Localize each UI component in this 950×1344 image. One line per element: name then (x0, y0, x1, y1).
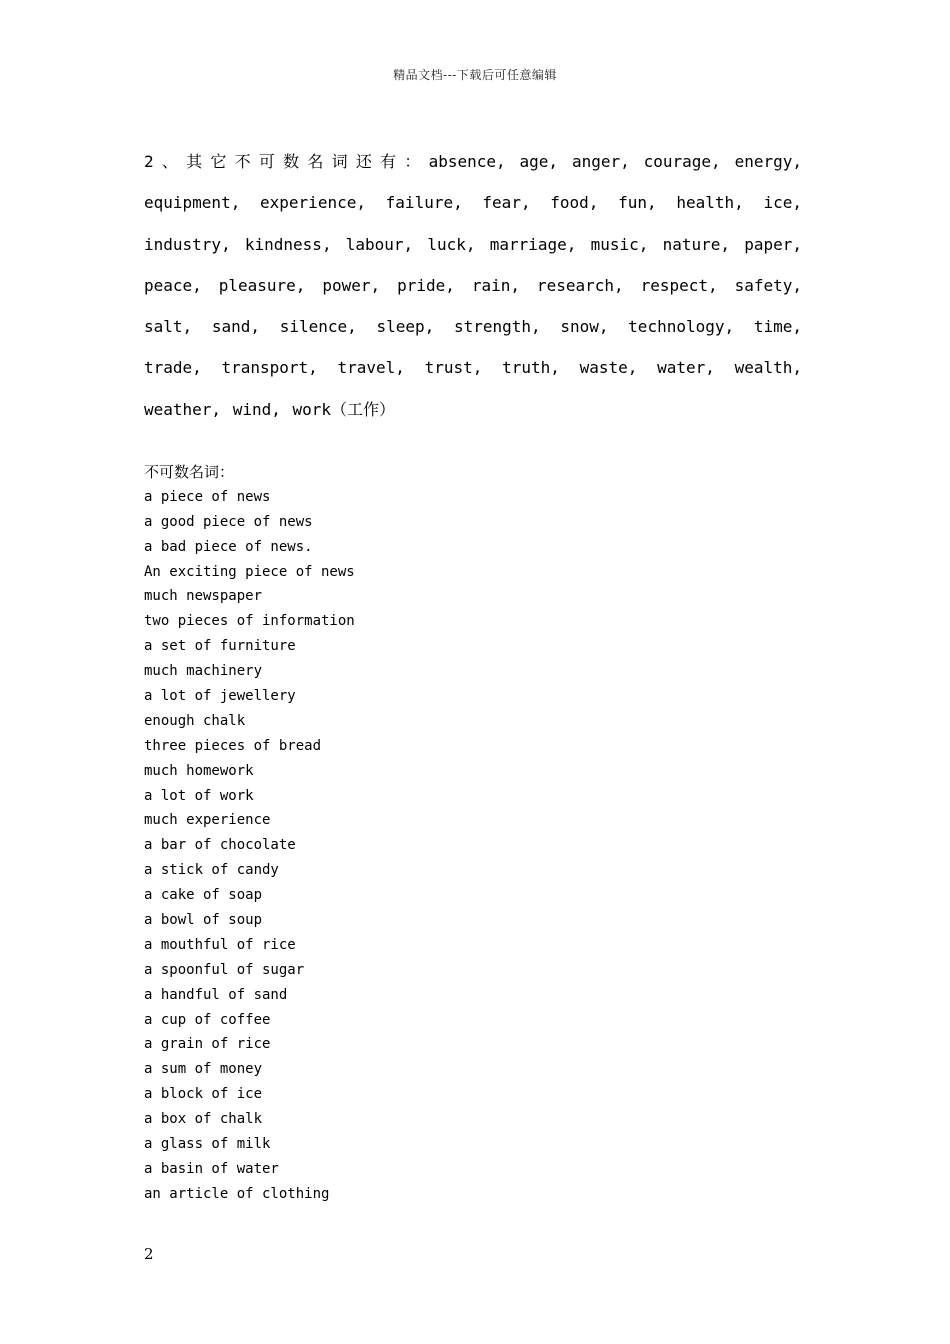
list-item: a bar of chocolate (144, 837, 296, 854)
list-item: a sum of money (144, 1061, 263, 1078)
list-heading: 不可数名词： (144, 463, 235, 481)
list-item: a grain of rice (144, 1036, 271, 1053)
list-item: a cup of coffee (144, 1011, 271, 1028)
list-item: a box of chalk (144, 1111, 263, 1128)
page-header: 精品文档---下载后可任意编辑 (393, 68, 557, 82)
paragraph-body: absence, age, anger, courage, energy, equipment, experience, failure, fear, food, fun, health, ice, industry, kindness, labour, luck, marriage, music, nature, paper, peace, pleasure, power, pride, rain, research, respect, safety, salt, sand, silence, sleep, strength, snow, technology, time, trade, transport, travel, trust, truth, waste, water, wealth, weather, wind, work（工作） (144, 152, 802, 419)
list-item: a basin of water (144, 1160, 279, 1177)
list-item: enough chalk (144, 712, 246, 729)
list-item: a block of ice (144, 1086, 263, 1103)
list-item: a spoonful of sugar (144, 961, 305, 978)
list-item: a cake of soap (144, 887, 263, 904)
list-item: a mouthful of rice (144, 936, 296, 953)
page-number: 2 (144, 1245, 154, 1263)
phrase-list (144, 485, 744, 1207)
list-item: three pieces of bread (144, 737, 322, 754)
list-item: two pieces of information (144, 613, 355, 630)
list-item: much experience (144, 812, 271, 829)
list-item: much homework (144, 762, 254, 779)
list-item: much newspaper (144, 588, 263, 605)
list-item: a bowl of soup (144, 912, 263, 929)
list-item: An exciting piece of news (144, 563, 355, 580)
list-item: a bad piece of news. (144, 538, 313, 555)
list-item: much machinery (144, 663, 263, 680)
list-item: a lot of jewellery (144, 688, 296, 705)
list-item: a handful of sand (144, 986, 288, 1003)
uncountable-nouns-paragraph (144, 141, 802, 430)
list-item: an article of clothing (144, 1185, 330, 1202)
list-item: a piece of news (144, 488, 271, 505)
list-item: a lot of work (144, 787, 254, 804)
list-item: a good piece of news (144, 513, 313, 530)
uncountable-phrases-section (144, 460, 744, 1207)
list-item: a glass of milk (144, 1136, 271, 1153)
list-item: a stick of candy (144, 862, 279, 879)
list-item: a set of furniture (144, 638, 296, 655)
paragraph-lead: 2、其它不可数名词还有： (144, 152, 429, 171)
